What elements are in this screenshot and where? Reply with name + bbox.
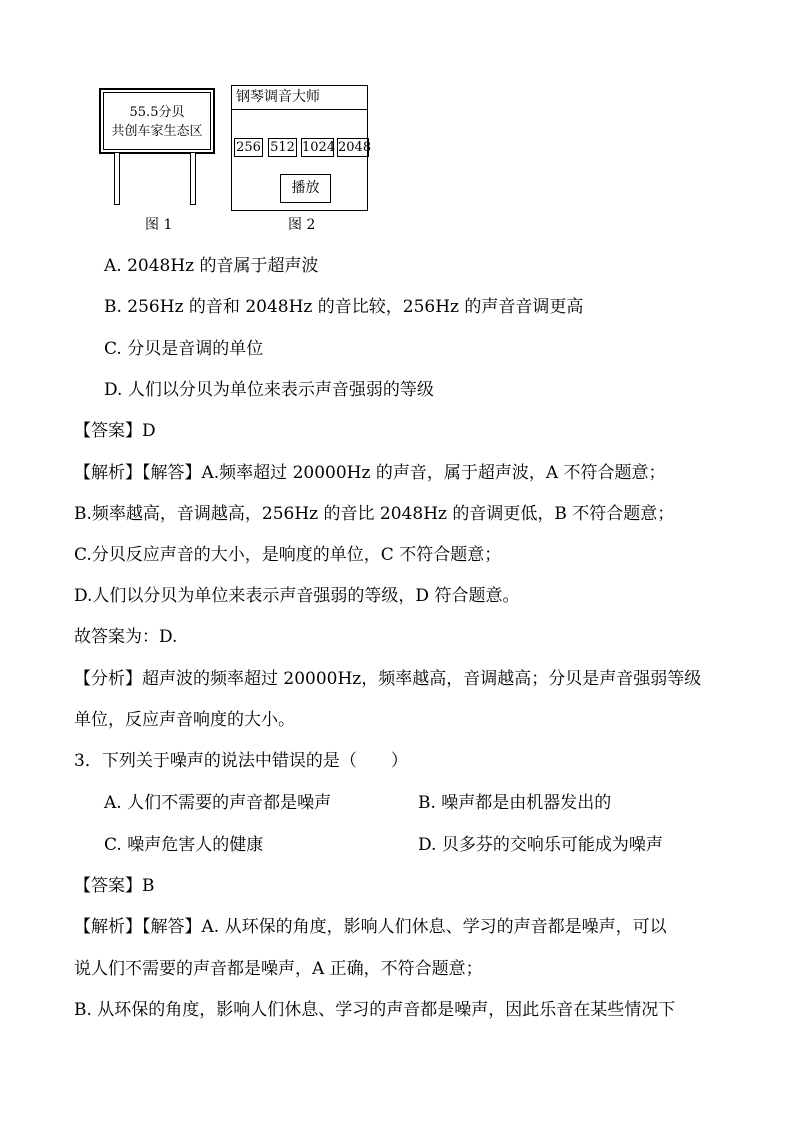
figure2-caption: 图 2 (288, 217, 316, 233)
freq-button-1024: 1024 (302, 140, 336, 155)
q2-analysis-line-4: D.人们以分贝为单位来表示声音强弱的等级，D 符合题意。 (74, 586, 520, 606)
q2-analysis-line-2: B.频率越高，音调越高，256Hz 的音比 2048Hz 的音调更低，B 不符合题意； (74, 504, 675, 524)
tuner-title: 钢琴调音大师 (236, 89, 320, 105)
sign-decibel-text: 55.5分贝 (129, 105, 185, 120)
piano-tuner-figure (231, 85, 372, 211)
noise-sign-figure (99, 88, 215, 154)
q3-analysis-line-1: 【解析】【解答】A. 从环保的角度，影响人们休息、学习的声音都是噪声，可以 (74, 917, 667, 937)
freq-button-256: 256 (234, 138, 263, 157)
sign-post-left (114, 152, 120, 205)
q2-analysis-line-3: C.分贝反应声音的大小，是响度的单位，C 不符合题意； (74, 545, 502, 565)
q2-conclusion: 故答案为：D. (74, 627, 178, 647)
q2-remark-line-1: 【分析】超声波的频率超过 20000Hz，频率越高，音调越高；分贝是声音强弱等级 (74, 669, 702, 689)
figure1-caption: 图 1 (145, 217, 173, 233)
tuner-title-divider (232, 109, 367, 110)
q3-answer: 【答案】B (74, 876, 155, 896)
q3-option-c: C. 噪声危害人的健康 (104, 835, 264, 855)
q2-option-b: B. 256Hz 的音和 2048Hz 的音比较，256Hz 的声音音调更高 (104, 297, 584, 317)
sign-slogan-text: 共创车家生态区 (111, 124, 203, 139)
play-button: 播放 (280, 174, 331, 203)
q3-stem: 3．下列关于噪声的说法中错误的是（ ） (74, 751, 408, 771)
q3-analysis-line-3: B. 从环保的角度，影响人们休息、学习的声音都是噪声，因此乐音在某些情况下 (74, 1000, 676, 1020)
q2-answer: 【答案】D (74, 421, 156, 441)
q2-remark-line-2: 单位，反应声音响度的大小。 (74, 710, 295, 730)
freq-button-2048: 2048 (338, 140, 372, 155)
q2-option-c: C. 分贝是音调的单位 (104, 339, 264, 359)
q2-option-d: D. 人们以分贝为单位来表示声音强弱的等级 (104, 380, 434, 400)
q3-option-a: A. 人们不需要的声音都是噪声 (104, 793, 332, 813)
q3-analysis-line-2: 说人们不需要的声音都是噪声，A 正确，不符合题意； (74, 959, 483, 979)
q2-option-a: A. 2048Hz 的音属于超声波 (104, 256, 319, 276)
q2-analysis-line-1: 【解析】【解答】A.频率超过 20000Hz 的声音，属于超声波，A 不符合题意； (74, 463, 666, 483)
q3-option-d: D. 贝多芬的交响乐可能成为噪声 (418, 835, 663, 855)
q3-option-b: B. 噪声都是由机器发出的 (418, 793, 612, 813)
sign-inner-border (103, 92, 211, 150)
sign-post-right (190, 152, 196, 205)
freq-button-512: 512 (268, 138, 297, 157)
